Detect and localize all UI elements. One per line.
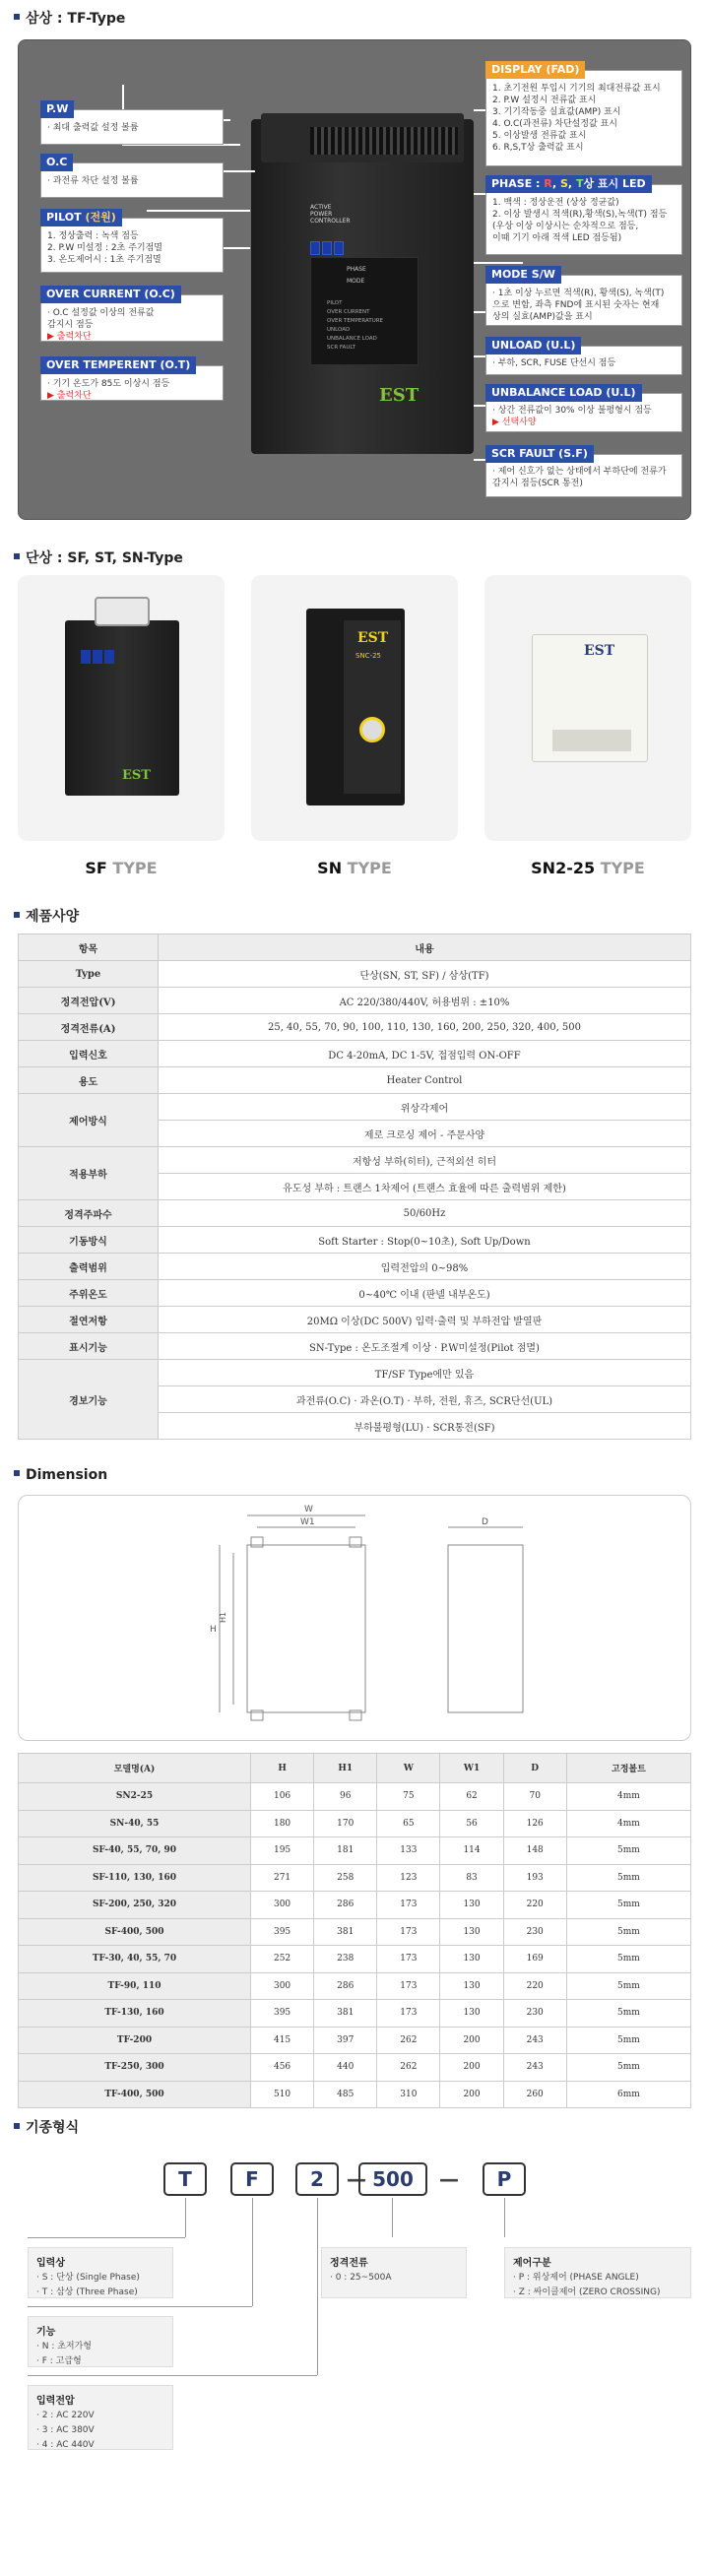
dimension-cell: 173 [377,1892,440,1919]
table-header-row: 모델명(A) H H1 W W1 D 고정볼트 [19,1754,691,1783]
table-row: 입력신호 DC 4-20mA, DC 1-5V, 접점입력 ON-OFF [19,1041,691,1067]
dimension-cell: 62 [440,1783,503,1811]
dimension-cell: 5mm [566,1837,690,1865]
callout-over-current: OVER CURRENT (O.C) · O.C 설정값 이상의 전류값 감지시 점등 ▶ 출력차단 [40,294,224,342]
dimension-cell: 262 [377,2027,440,2054]
dim-label-w: W [304,1505,313,1514]
dimension-cell: 485 [314,2081,377,2108]
table-row: 주위온도 0~40℃ 이내 (판넬 내부온도) [19,1280,691,1307]
dimension-cell: 173 [377,1918,440,1946]
side-view-outline [448,1545,523,1712]
table-row: 출력범위 입력전압의 0~98% [19,1254,691,1280]
dimension-cell: 300 [251,1972,314,2000]
sf-device-image: EST [65,620,179,796]
table-row [19,1864,691,1892]
dimension-cell: 65 [377,1810,440,1837]
dimension-cell: 230 [503,1918,566,1946]
table-row [19,1972,691,2000]
dimension-cell: 56 [440,1810,503,1837]
dimension-cell: 262 [377,2054,440,2082]
code-box-voltage: 2 [295,2162,339,2196]
model-name-cell: SN2-25 [19,1783,251,1811]
terminal-block [552,730,631,751]
dimension-cell: 130 [440,2000,503,2028]
table-row [19,1946,691,1973]
model-name-cell: TF-250, 300 [19,2054,251,2082]
model-name-cell: TF-90, 110 [19,1972,251,2000]
dimension-cell: 133 [377,1837,440,1865]
dim-label-w1: W1 [300,1517,315,1527]
device-led-labels: PILOT OVER CURRENT OVER TEMPERATURE UNLOAD UNBALANCE LOAD SCR FAULT [327,300,384,351]
table-row: 제로 크로싱 제어 - 주문사양 [19,1121,691,1147]
dimension-cell: 397 [314,2027,377,2054]
dimension-cell: 169 [503,1946,566,1973]
dimension-cell: 381 [314,1918,377,1946]
dimension-cell: 395 [251,2000,314,2028]
table-row: 부하불평형(LU) · SCR통전(SF) [19,1413,691,1440]
model-name-cell: SF-40, 55, 70, 90 [19,1837,251,1865]
section-title-three-phase: 삼상 : TF-Type [14,8,125,28]
dimension-cell: 230 [503,2000,566,2028]
dimension-cell: 286 [314,1972,377,2000]
dimension-cell: 114 [440,1837,503,1865]
dimension-cell: 96 [314,1783,377,1811]
legend-function: 기능 · N : 초저가형 · F : 고급형 [28,2316,173,2367]
dimension-cell: 381 [314,2000,377,2028]
section-title-dimension: Dimension [14,1467,107,1483]
dimension-cell: 173 [377,2000,440,2028]
table-header-row: 항목 내용 [19,934,691,961]
dimension-cell: 4mm [566,1783,690,1811]
dimension-cell: 130 [440,1972,503,2000]
dimension-cell: 130 [440,1892,503,1919]
dimension-cell: 258 [314,1864,377,1892]
code-box-phase: T [163,2162,207,2196]
dimension-cell: 180 [251,1810,314,1837]
table-row: 경보기능 TF/SF Type에만 있음 [19,1360,691,1386]
model-name-cell: TF-200 [19,2027,251,2054]
dimension-cell: 200 [440,2054,503,2082]
dimension-cell: 5mm [566,1946,690,1973]
model-name-cell: SF-400, 500 [19,1918,251,1946]
vent-grille [310,127,458,155]
table-row [19,2054,691,2082]
bullet-icon [14,553,20,559]
dimension-cell: 126 [503,1810,566,1837]
legend-phase: 입력상 · S : 단상 (Single Phase) · T : 삼상 (Three Phase) [28,2247,173,2298]
fnd-digit [322,241,332,255]
dimension-cell: 5mm [566,1972,690,2000]
dimension-cell: 83 [440,1864,503,1892]
code-box-control: P [483,2162,526,2196]
dimension-cell: 173 [377,1946,440,1973]
dimension-cell: 243 [503,2054,566,2082]
spec-table [18,934,691,1440]
dimension-cell: 106 [251,1783,314,1811]
callout-unbalance: UNBALANCE LOAD (U.L) · 상간 전류값이 30% 이상 불평형시 점등 ▶ 선택사양 [485,393,682,432]
dimension-cell: 5mm [566,1892,690,1919]
callout-display: DISPLAY (FAD) 1. 초기전원 투입시 기기의 최대전류값 표시 2. P.W 설정시 전류값 표시 3. 기기작동중 실효값(AMP) 표시 4. O.C(과전류) 차단설정값 표시 5. 이상발생 전류값 표시 6. R,S,T상 출력값 표시 [485,70,682,166]
volume-knob-icon [359,717,385,742]
terminal-block [95,597,150,626]
table-row: 적용부하 저항성 부하(히터), 근적외선 히터 [19,1147,691,1174]
dimension-cell: 6mm [566,2081,690,2108]
dimension-cell: 395 [251,1918,314,1946]
dimension-cell: 130 [440,1918,503,1946]
code-box-rated-current: 500 [358,2162,427,2196]
device-front-title: ACTIVE POWER CONTROLLER [310,204,351,225]
dimension-cell: 252 [251,1946,314,1973]
callout-phase-led: PHASE : R, S, T상 표시 LED 1. 백색 : 정상운전 (상상 정균값) 2. 이상 발생시 적색(R),황색(S),녹색(T) 점등 (우상 이상 이상시는 순차적으로 점등, 이때 기기 아래 적색 LED 점등됨) [485,184,682,255]
table-row [19,1783,691,1811]
table-row: 절연저항 20MΩ 이상(DC 500V) 입력·출력 및 부하전압 발열판 [19,1307,691,1333]
dimension-table [18,1753,691,2108]
bullet-icon [14,1470,20,1476]
dimension-cell: 70 [503,1783,566,1811]
dimension-cell: 200 [440,2081,503,2108]
bullet-icon [14,14,20,20]
table-row: 표시기능 SN-Type : 온도조절계 이상 · P.W미설정(Pilot 점멸) [19,1333,691,1360]
table-row [19,1810,691,1837]
callout-title: P.W [40,100,74,118]
dimension-drawing-svg [19,1496,692,1742]
dimension-cell: 5mm [566,1864,690,1892]
dimension-cell: 510 [251,2081,314,2108]
table-row: Type 단상(SN, ST, SF) / 삼상(TF) [19,961,691,988]
dimension-cell: 195 [251,1837,314,1865]
dimension-table-body [19,1783,691,2108]
dimension-cell: 5mm [566,2054,690,2082]
table-row: 기동방식 Soft Starter : Stop(0~10초), Soft Up/Down [19,1227,691,1254]
tf-feature-panel [18,39,691,520]
code-dash: — [347,2167,366,2191]
table-row [19,2081,691,2108]
dimension-cell: 271 [251,1864,314,1892]
table-row [19,1918,691,1946]
callout-scr-fault: SCR FAULT (S.F) · 제어 신호가 없는 상태에서 부하단에 전류가 감지시 점등(SCR 통전) [485,454,682,497]
dimension-cell: 310 [377,2081,440,2108]
sf-type-label: SF TYPE [85,859,158,877]
table-row: 정격주파수 50/60Hz [19,1200,691,1227]
sn2-25-device-image: EST [532,634,648,762]
sn-device-image: EST SNC-25 [306,609,405,805]
dimension-cell: 220 [503,1892,566,1919]
dimension-cell: 181 [314,1837,377,1865]
front-view-outline [247,1545,365,1712]
dimension-cell: 440 [314,2054,377,2082]
sf-type-card [18,575,225,841]
brand-logo: EST [379,385,419,406]
bullet-icon [14,912,20,918]
dimension-cell: 75 [377,1783,440,1811]
model-name-cell: SF-110, 130, 160 [19,1864,251,1892]
fnd-digit [310,241,320,255]
dimension-cell: 123 [377,1864,440,1892]
section-title-model-code: 기종형식 [14,2117,79,2137]
callout-pw: P.W · 최대 출력값 설정 볼륨 [40,109,224,145]
code-dash: — [439,2167,459,2191]
table-row [19,2000,691,2028]
callout-over-temp: OVER TEMPERENT (O.T) · 기기 온도가 85도 이상시 점등 ▶ 출력차단 [40,365,224,401]
table-row [19,1837,691,1865]
model-name-cell: TF-400, 500 [19,2081,251,2108]
dimension-cell: 220 [503,1972,566,2000]
dimension-cell: 173 [377,1972,440,2000]
dimension-cell: 286 [314,1892,377,1919]
dimension-cell: 260 [503,2081,566,2108]
section-title-spec: 제품사양 [14,906,79,926]
dimension-cell: 170 [314,1810,377,1837]
code-box-function: F [230,2162,274,2196]
dimension-cell: 456 [251,2054,314,2082]
model-name-cell: SF-200, 250, 320 [19,1892,251,1919]
dimension-drawing [18,1495,691,1741]
table-row: 정격전압(V) AC 220/380/440V, 허용범위 : ±10% [19,988,691,1014]
dimension-cell: 148 [503,1837,566,1865]
callout-pilot: PILOT (전원) 1. 정상출력 : 녹색 점등 2. P.W 미설정 : 2초 주기점멸 3. 온도제어시 : 1초 주기점멸 [40,218,224,273]
dimension-cell: 200 [440,2027,503,2054]
dimension-cell: 300 [251,1892,314,1919]
dimension-cell: 5mm [566,2000,690,2028]
device-control-face: PHASE MODE PILOT OVER CURRENT OVER TEMPERATURE UNLOAD UNBALANCE LOAD SCR FAULT [310,257,419,365]
sn-type-label: SN TYPE [317,859,392,877]
table-row [19,1892,691,1919]
dimension-cell: 130 [440,1946,503,1973]
callout-oc: O.C · 과전류 차단 설정 볼륨 [40,162,224,198]
table-row: 용도 Heater Control [19,1067,691,1094]
sn2-25-type-card [484,575,691,841]
dim-label-d: D [482,1517,488,1527]
table-row: 제어방식 위상각제어 [19,1094,691,1121]
legend-rated-current: 정격전류 · 0 : 25~500A [321,2247,467,2298]
table-row: 과전류(O.C) · 과온(O.T) · 부하, 전원, 휴즈, SCR단선(UL) [19,1386,691,1413]
fnd-digit [334,241,344,255]
dimension-cell: 193 [503,1864,566,1892]
dimension-cell: 415 [251,2027,314,2054]
dim-label-h1: H1 [219,1611,227,1623]
dimension-cell: 4mm [566,1810,690,1837]
sn2-25-type-label: SN2-25 TYPE [531,859,645,877]
dimension-cell: 5mm [566,1918,690,1946]
dimension-cell: 238 [314,1946,377,1973]
callout-mode-sw: MODE S/W · 1초 이상 누르면 적색(R), 황색(S), 녹색(T) 으로 변함, 좌측 FND에 표시된 숫자는 현재 상의 실효(AMP)값을 표시 [485,275,682,326]
dimension-cell: 5mm [566,2027,690,2054]
tf-device-image [251,119,474,454]
section-title-single-phase: 단상 : SF, ST, SN-Type [14,547,183,567]
table-row: 정격전류(A) 25, 40, 55, 70, 90, 100, 110, 130, 160, 200, 250, 320, 400, 500 [19,1014,691,1041]
dimension-cell: 243 [503,2027,566,2054]
model-name-cell: SN-40, 55 [19,1810,251,1837]
legend-control: 제어구분 · P : 위상제어 (PHASE ANGLE) · Z : 싸이클제어 (ZERO CROSSING) [504,2247,691,2298]
callout-unload: UNLOAD (U.L) · 부하, SCR, FUSE 단선시 점등 [485,346,682,375]
model-name-cell: TF-130, 160 [19,2000,251,2028]
sn-type-card [251,575,458,841]
dim-label-h: H [210,1625,217,1635]
table-row: 유도성 부하 : 트랜스 1차제어 (트랜스 효율에 따른 출력범위 제한) [19,1174,691,1200]
bullet-icon [14,2123,20,2129]
table-row [19,2027,691,2054]
model-name-cell: TF-30, 40, 55, 70 [19,1946,251,1973]
legend-voltage: 입력전압 · 2 : AC 220V · 3 : AC 380V · 4 : AC 440V [28,2385,173,2450]
